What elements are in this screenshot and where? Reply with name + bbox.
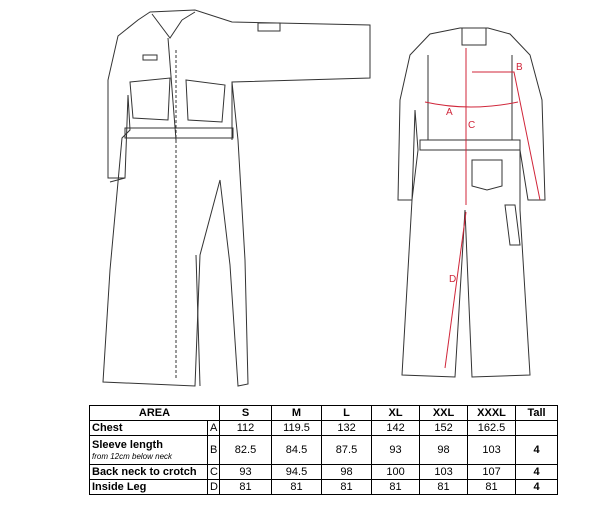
cell: 142	[372, 421, 420, 436]
row-sleeve-label	[90, 436, 208, 465]
row-inside-leg-code: D	[208, 480, 220, 495]
cell-tall: 4	[516, 436, 558, 465]
cell: 98	[420, 436, 468, 465]
cell: 87.5	[322, 436, 372, 465]
front-view	[103, 10, 370, 386]
cell: 103	[468, 436, 516, 465]
label-a: A	[446, 107, 453, 118]
cell: 81	[220, 480, 272, 495]
row-sleeve-code: B	[208, 436, 220, 465]
cell-tall: 4	[516, 465, 558, 480]
cell: 152	[420, 421, 468, 436]
header-s: S	[220, 406, 272, 421]
row-inside-leg-label: Inside Leg	[90, 480, 208, 495]
table-header-row	[90, 406, 558, 421]
cell: 112	[220, 421, 272, 436]
cell: 84.5	[272, 436, 322, 465]
size-chart-table	[89, 405, 558, 495]
row-sleeve-subtitle: from 12cm below neck	[92, 451, 173, 461]
cell: 98	[322, 465, 372, 480]
cell: 100	[372, 465, 420, 480]
label-b: B	[516, 62, 523, 73]
cell: 81	[420, 480, 468, 495]
header-area: AREA	[90, 406, 220, 421]
cell: 107	[468, 465, 516, 480]
measure-inside-leg-line	[445, 212, 466, 368]
cell: 132	[322, 421, 372, 436]
measure-chest-line	[425, 102, 518, 107]
cell: 82.5	[220, 436, 272, 465]
cell: 81	[468, 480, 516, 495]
row-chest-code: A	[208, 421, 220, 436]
cell: 81	[272, 480, 322, 495]
table-row	[90, 421, 558, 436]
header-l: L	[322, 406, 372, 421]
row-sleeve-title: Sleeve length	[92, 438, 163, 451]
cell: 93	[372, 436, 420, 465]
cell-tall	[516, 421, 558, 436]
measure-sleeve-line	[472, 72, 540, 200]
header-xl: XL	[372, 406, 420, 421]
table-row	[90, 436, 558, 465]
back-view	[398, 28, 545, 377]
label-d: D	[449, 274, 457, 285]
header-xxxl: XXXL	[468, 406, 516, 421]
row-crotch-code: C	[208, 465, 220, 480]
header-m: M	[272, 406, 322, 421]
row-crotch-label: Back neck to crotch	[90, 465, 208, 480]
cell: 119.5	[272, 421, 322, 436]
cell: 81	[322, 480, 372, 495]
cell: 81	[372, 480, 420, 495]
table-row	[90, 480, 558, 495]
cell-tall: 4	[516, 480, 558, 495]
cell: 103	[420, 465, 468, 480]
table-row	[90, 465, 558, 480]
header-tall: Tall	[516, 406, 558, 421]
cell: 94.5	[272, 465, 322, 480]
header-xxl: XXL	[420, 406, 468, 421]
label-c: C	[468, 120, 476, 131]
cell: 93	[220, 465, 272, 480]
cell: 162.5	[468, 421, 516, 436]
row-chest-label: Chest	[90, 421, 208, 436]
